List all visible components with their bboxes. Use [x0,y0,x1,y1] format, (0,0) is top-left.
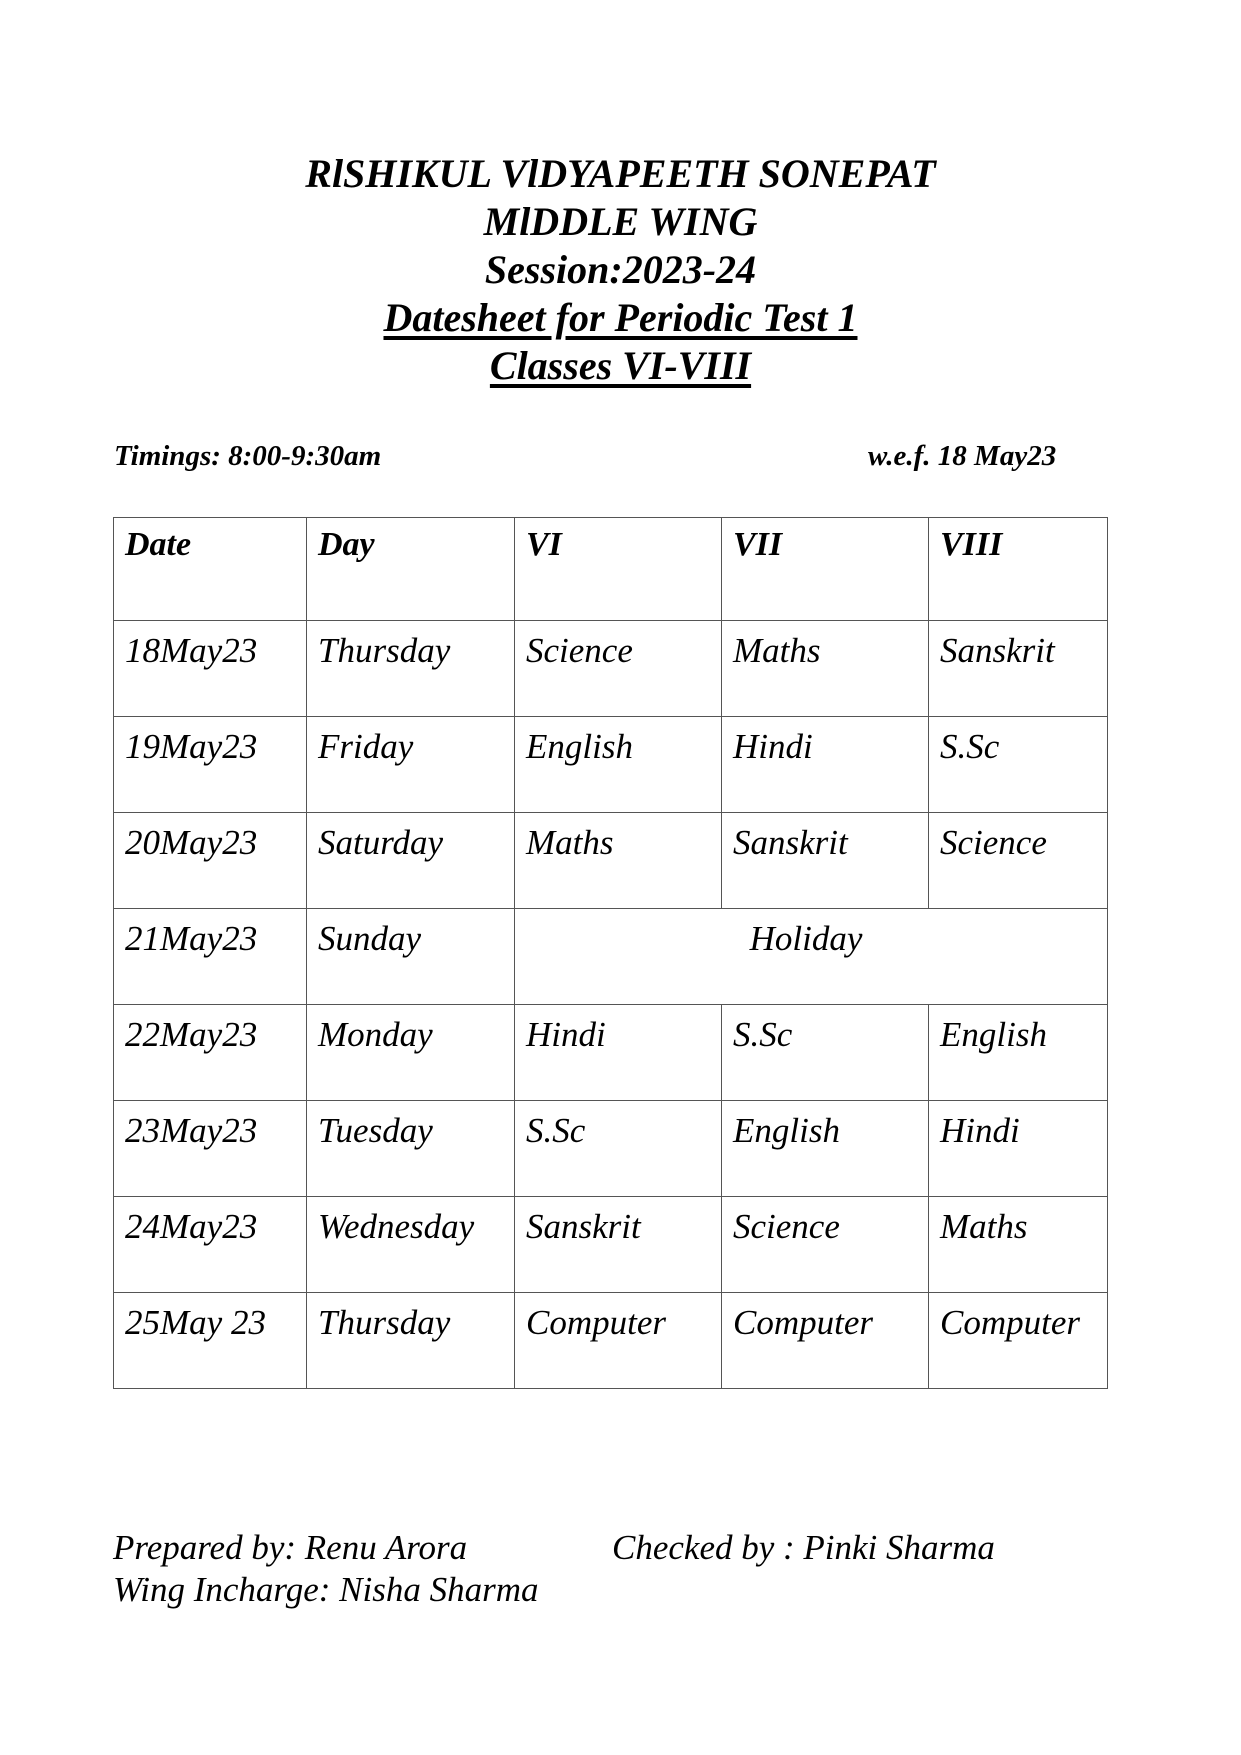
cell-viii: Computer [929,1293,1108,1389]
cell-viii: Sanskrit [929,621,1108,717]
prepared-by: Prepared by: Renu Arora [113,1528,468,1567]
cell-vi: Maths [515,813,722,909]
cell-date: 24May23 [114,1197,307,1293]
table-row [114,1293,1108,1389]
cell-day: Wednesday [307,1197,515,1293]
cell-viii: Maths [929,1197,1108,1293]
wing-name: MlDDLE WING [483,199,758,244]
table-row [114,813,1108,909]
cell-vi: Computer [515,1293,722,1389]
datesheet-title: Datesheet for Periodic Test 1 [383,295,858,340]
checked-by: Checked by : Pinki Sharma [612,1528,995,1567]
cell-vii: Maths [722,621,929,717]
cell-day: Tuesday [307,1101,515,1197]
cell-date: 25May 23 [114,1293,307,1389]
wef-label: w.e.f. 18 May23 [868,440,1057,472]
cell-day: Thursday [307,1293,515,1389]
header-day: Day [307,518,515,621]
header-vi: VI [515,518,722,621]
cell-date: 19May23 [114,717,307,813]
table-row [114,717,1108,813]
cell-viii: Science [929,813,1108,909]
cell-date: 18May23 [114,621,307,717]
cell-date: 20May23 [114,813,307,909]
table-row [114,621,1108,717]
timings-label: Timings: 8:00-9:30am [114,440,382,472]
cell-vii: Science [722,1197,929,1293]
cell-viii: English [929,1005,1108,1101]
cell-day: Sunday [307,909,515,1005]
cell-vii: Computer [722,1293,929,1389]
cell-viii: Hindi [929,1101,1108,1197]
cell-vii: S.Sc [722,1005,929,1101]
wing-incharge: Wing Incharge: Nisha Sharma [113,1570,539,1609]
cell-date: 22May23 [114,1005,307,1101]
cell-vi: Hindi [515,1005,722,1101]
header-date: Date [114,518,307,621]
school-name: RlSHIKUL VlDYAPEETH SONEPAT [305,151,936,196]
table-row [114,909,1108,1005]
header-vii: VII [722,518,929,621]
table-row [114,1005,1108,1101]
cell-day: Friday [307,717,515,813]
cell-vi: S.Sc [515,1101,722,1197]
cell-vi: Sanskrit [515,1197,722,1293]
cell-vii: Sanskrit [722,813,929,909]
table-row [114,1197,1108,1293]
datesheet-table [113,517,1108,1389]
cell-holiday: Holiday [515,909,1108,1005]
cell-day: Monday [307,1005,515,1101]
session-label: Session:2023-24 [484,247,757,292]
document-header [0,150,1241,390]
cell-day: Saturday [307,813,515,909]
cell-vi: English [515,717,722,813]
classes-label: Classes VI-VIII [489,343,752,388]
cell-date: 21May23 [114,909,307,1005]
table-header-row [114,518,1108,621]
cell-date: 23May23 [114,1101,307,1197]
cell-vii: English [722,1101,929,1197]
header-viii: VIII [929,518,1108,621]
cell-vii: Hindi [722,717,929,813]
cell-viii: S.Sc [929,717,1108,813]
cell-day: Thursday [307,621,515,717]
cell-vi: Science [515,621,722,717]
table-row [114,1101,1108,1197]
